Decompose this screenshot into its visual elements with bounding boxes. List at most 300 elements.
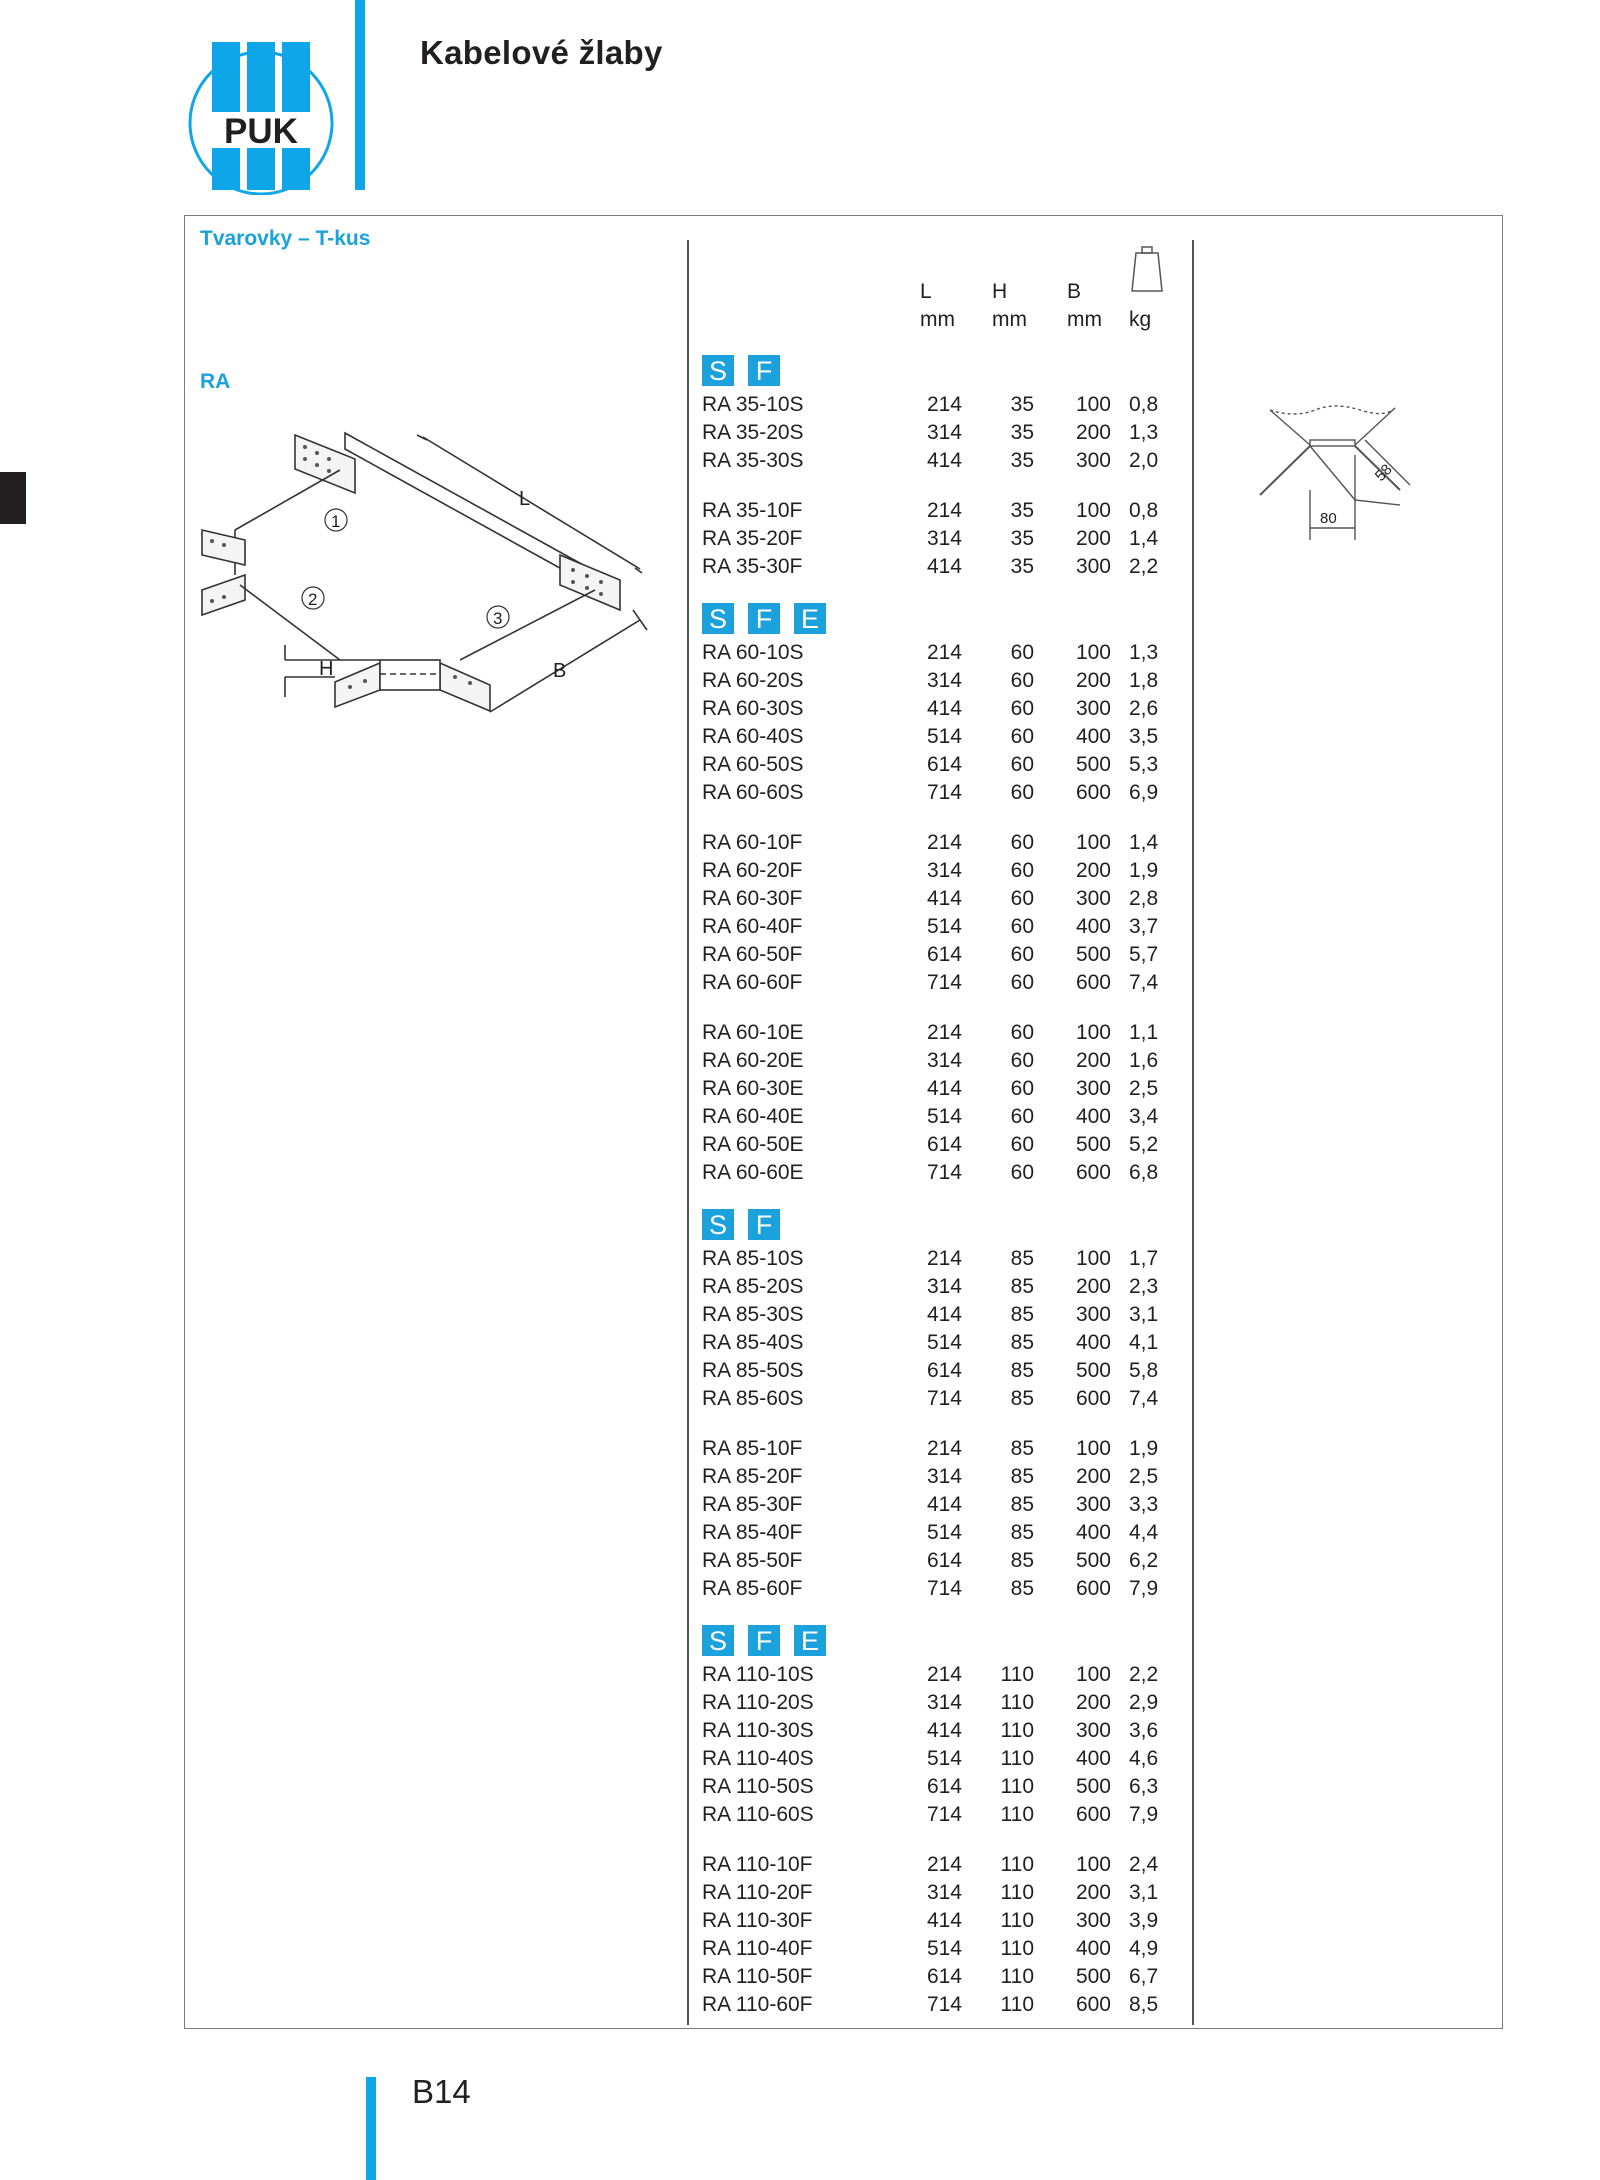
product-code: RA 85-60S [702, 1387, 804, 1410]
width-value: 300 [1075, 1077, 1111, 1100]
height-value: 85 [1010, 1275, 1034, 1298]
col-h-unit: mm [992, 308, 1027, 331]
length-value: 614 [926, 1549, 962, 1572]
table-row [702, 1075, 1182, 1103]
product-code: RA 110-50S [702, 1775, 814, 1798]
height-value: 85 [1010, 1493, 1034, 1516]
product-code: RA 60-10S [702, 641, 804, 664]
height-value: 60 [1010, 697, 1034, 720]
table-row [702, 1047, 1182, 1075]
weight-value: 2,2 [1129, 555, 1159, 578]
table-row [702, 1019, 1182, 1047]
width-value: 600 [1075, 1993, 1111, 2016]
weight-value: 4,6 [1129, 1747, 1159, 1770]
label-2: 2 [308, 590, 318, 609]
height-value: 60 [1010, 859, 1034, 882]
weight-value: 7,4 [1129, 971, 1159, 994]
height-value: 35 [1010, 393, 1034, 416]
weight-value: 4,4 [1129, 1521, 1159, 1544]
width-value: 500 [1075, 1775, 1111, 1798]
length-value: 714 [926, 1993, 962, 2016]
height-value: 85 [1010, 1437, 1034, 1460]
product-code: RA 60-30F [702, 887, 803, 910]
table-row [702, 1689, 1182, 1717]
length-value: 314 [926, 527, 962, 550]
width-value: 400 [1075, 1937, 1111, 1960]
width-value: 100 [1075, 1021, 1111, 1044]
weight-value: 3,1 [1129, 1881, 1159, 1904]
length-value: 314 [926, 1691, 962, 1714]
puk-logo [186, 37, 336, 195]
length-value: 214 [926, 831, 962, 854]
table-row [702, 419, 1182, 447]
label-3: 3 [493, 609, 503, 628]
height-value: 60 [1010, 669, 1034, 692]
length-value: 314 [926, 1881, 962, 1904]
width-value: 300 [1075, 1493, 1111, 1516]
material-badges [702, 1625, 826, 1655]
width-value: 500 [1075, 943, 1111, 966]
height-value: 85 [1010, 1303, 1034, 1326]
table-row [702, 639, 1182, 667]
height-value: 35 [1010, 499, 1034, 522]
length-value: 414 [926, 1303, 962, 1326]
table-row [702, 391, 1182, 419]
product-code: RA 85-20F [702, 1465, 803, 1488]
weight-value: 3,5 [1129, 725, 1159, 748]
product-code: RA 35-10S [702, 393, 804, 416]
width-value: 200 [1075, 1275, 1111, 1298]
table-row [702, 1385, 1182, 1413]
label-l: L [519, 488, 531, 510]
weight-value: 2,4 [1129, 1853, 1159, 1876]
logo-text: PUK [224, 112, 298, 151]
height-value: 35 [1010, 555, 1034, 578]
product-code: RA 35-20F [702, 527, 803, 550]
width-value: 300 [1075, 887, 1111, 910]
height-value: 110 [1000, 1663, 1034, 1686]
width-value: 400 [1075, 1105, 1111, 1128]
material-badge: E [794, 1625, 826, 1656]
width-value: 400 [1075, 1331, 1111, 1354]
width-value: 600 [1075, 1577, 1111, 1600]
product-code: RA 60-10E [702, 1021, 804, 1044]
product-code: RA 85-40S [702, 1331, 804, 1354]
height-value: 35 [1010, 527, 1034, 550]
height-value: 85 [1010, 1465, 1034, 1488]
length-value: 714 [926, 1161, 962, 1184]
width-value: 100 [1075, 1853, 1111, 1876]
height-value: 85 [1010, 1331, 1034, 1354]
product-code: RA 110-10F [702, 1853, 813, 1876]
weight-value: 1,3 [1129, 641, 1159, 664]
length-value: 714 [926, 1387, 962, 1410]
weight-value: 1,3 [1129, 421, 1159, 444]
width-value: 500 [1075, 753, 1111, 776]
weight-value: 1,1 [1129, 1021, 1159, 1044]
height-value: 60 [1010, 1133, 1034, 1156]
height-value: 110 [1000, 1853, 1034, 1876]
table-row [702, 1273, 1182, 1301]
weight-value: 3,9 [1129, 1909, 1159, 1932]
weight-value: 1,4 [1129, 831, 1159, 854]
col-l-unit: mm [920, 308, 955, 331]
column-divider-right [1192, 240, 1194, 2025]
weight-value: 6,9 [1129, 781, 1159, 804]
weight-value: 2,5 [1129, 1465, 1159, 1488]
length-value: 714 [926, 1803, 962, 1826]
width-value: 500 [1075, 1965, 1111, 1988]
product-code: RA 85-10F [702, 1437, 803, 1460]
width-value: 100 [1075, 1247, 1111, 1270]
product-code: RA 60-50E [702, 1133, 804, 1156]
height-value: 110 [1000, 1993, 1034, 2016]
table-row [702, 1907, 1182, 1935]
table-row [702, 723, 1182, 751]
table-row [702, 667, 1182, 695]
weight-value: 1,7 [1129, 1247, 1159, 1270]
height-value: 85 [1010, 1247, 1034, 1270]
table-row [702, 1245, 1182, 1273]
weight-icon [1130, 245, 1164, 295]
weight-value: 5,3 [1129, 753, 1159, 776]
length-value: 414 [926, 697, 962, 720]
width-value: 100 [1075, 831, 1111, 854]
height-value: 60 [1010, 887, 1034, 910]
material-badges [702, 1209, 780, 1239]
product-code: RA 110-40F [702, 1937, 813, 1960]
height-value: 60 [1010, 1021, 1034, 1044]
table-row [702, 1159, 1182, 1187]
product-code: RA 35-30F [702, 555, 803, 578]
product-code: RA 60-40S [702, 725, 804, 748]
product-code: RA 60-60S [702, 781, 804, 804]
weight-value: 5,8 [1129, 1359, 1159, 1382]
length-value: 614 [926, 1965, 962, 1988]
weight-value: 1,9 [1129, 1437, 1159, 1460]
table-row [702, 1301, 1182, 1329]
product-code: RA 60-20S [702, 669, 804, 692]
width-value: 600 [1075, 971, 1111, 994]
weight-value: 2,8 [1129, 887, 1159, 910]
material-badge: F [748, 355, 780, 386]
product-code: RA 110-20F [702, 1881, 813, 1904]
product-code: RA 85-50S [702, 1359, 804, 1382]
width-value: 400 [1075, 725, 1111, 748]
length-value: 514 [926, 1521, 962, 1544]
height-value: 60 [1010, 1105, 1034, 1128]
height-value: 60 [1010, 915, 1034, 938]
length-value: 314 [926, 1465, 962, 1488]
product-code: RA 110-50F [702, 1965, 813, 1988]
product-code: RA 110-10S [702, 1663, 814, 1686]
material-badges [702, 355, 780, 385]
table-row [702, 913, 1182, 941]
weight-value: 5,2 [1129, 1133, 1159, 1156]
product-code: RA 60-40E [702, 1105, 804, 1128]
page-title: Kabelové žlaby [420, 34, 663, 71]
table-row [702, 1329, 1182, 1357]
table-row [702, 1851, 1182, 1879]
weight-value: 3,3 [1129, 1493, 1159, 1516]
table-row [702, 1435, 1182, 1463]
width-value: 200 [1075, 421, 1111, 444]
table-row [702, 941, 1182, 969]
length-value: 414 [926, 449, 962, 472]
table-row [702, 1519, 1182, 1547]
width-value: 300 [1075, 1909, 1111, 1932]
width-value: 200 [1075, 1049, 1111, 1072]
height-value: 60 [1010, 1077, 1034, 1100]
product-code: RA 110-60S [702, 1803, 814, 1826]
weight-value: 1,6 [1129, 1049, 1159, 1072]
weight-value: 3,4 [1129, 1105, 1159, 1128]
label-b: B [553, 660, 567, 682]
column-divider-left [687, 240, 689, 2025]
product-code: RA 35-30S [702, 449, 804, 472]
length-value: 714 [926, 781, 962, 804]
width-value: 600 [1075, 1387, 1111, 1410]
height-value: 60 [1010, 725, 1034, 748]
material-badge: F [748, 1209, 780, 1240]
table-row [702, 1661, 1182, 1689]
product-code: RA 85-10S [702, 1247, 804, 1270]
height-value: 110 [1000, 1691, 1034, 1714]
weight-value: 6,2 [1129, 1549, 1159, 1572]
material-badge: S [702, 1209, 734, 1240]
length-value: 514 [926, 915, 962, 938]
width-value: 500 [1075, 1359, 1111, 1382]
length-value: 314 [926, 421, 962, 444]
weight-value: 2,9 [1129, 1691, 1159, 1714]
length-value: 414 [926, 887, 962, 910]
material-badge: S [702, 603, 734, 634]
width-value: 200 [1075, 1691, 1111, 1714]
product-code: RA 85-30F [702, 1493, 803, 1516]
table-row [702, 1717, 1182, 1745]
table-row [702, 497, 1182, 525]
weight-value: 4,1 [1129, 1331, 1159, 1354]
table-row [702, 695, 1182, 723]
weight-value: 7,9 [1129, 1577, 1159, 1600]
label-1: 1 [331, 512, 341, 531]
width-value: 400 [1075, 915, 1111, 938]
width-value: 600 [1075, 781, 1111, 804]
product-code: RA 60-50F [702, 943, 803, 966]
product-code: RA 85-50F [702, 1549, 803, 1572]
length-value: 614 [926, 753, 962, 776]
height-value: 110 [1000, 1965, 1034, 1988]
table-row [702, 1773, 1182, 1801]
table-row [702, 1963, 1182, 1991]
height-value: 60 [1010, 943, 1034, 966]
length-value: 314 [926, 1049, 962, 1072]
width-value: 400 [1075, 1747, 1111, 1770]
product-code-title: RA [200, 370, 231, 393]
height-value: 110 [1000, 1937, 1034, 1960]
width-value: 100 [1075, 1437, 1111, 1460]
length-value: 214 [926, 1853, 962, 1876]
length-value: 614 [926, 1775, 962, 1798]
height-value: 60 [1010, 753, 1034, 776]
weight-value: 0,8 [1129, 393, 1159, 416]
table-row [702, 1745, 1182, 1773]
product-code: RA 60-60E [702, 1161, 804, 1184]
table-row [702, 1879, 1182, 1907]
width-value: 200 [1075, 527, 1111, 550]
width-value: 200 [1075, 669, 1111, 692]
weight-value: 6,7 [1129, 1965, 1159, 1988]
col-b-unit: mm [1067, 308, 1102, 331]
product-code: RA 60-60F [702, 971, 803, 994]
length-value: 614 [926, 1133, 962, 1156]
table-row [702, 1103, 1182, 1131]
detail-label-58: 58 [1371, 461, 1396, 485]
length-value: 514 [926, 1105, 962, 1128]
length-value: 414 [926, 555, 962, 578]
table-row [702, 1491, 1182, 1519]
height-value: 85 [1010, 1577, 1034, 1600]
height-value: 110 [1000, 1881, 1034, 1904]
height-value: 60 [1010, 781, 1034, 804]
length-value: 414 [926, 1077, 962, 1100]
height-value: 110 [1000, 1909, 1034, 1932]
table-row [702, 857, 1182, 885]
width-value: 400 [1075, 1521, 1111, 1544]
product-code: RA 60-50S [702, 753, 804, 776]
width-value: 200 [1075, 1465, 1111, 1488]
material-badge: F [748, 603, 780, 634]
table-row [702, 1463, 1182, 1491]
weight-value: 3,1 [1129, 1303, 1159, 1326]
length-value: 214 [926, 641, 962, 664]
width-value: 300 [1075, 697, 1111, 720]
height-value: 35 [1010, 449, 1034, 472]
length-value: 214 [926, 1247, 962, 1270]
table-row [702, 553, 1182, 581]
table-row [702, 1575, 1182, 1603]
product-code: RA 110-40S [702, 1747, 814, 1770]
table-row [702, 969, 1182, 997]
length-value: 614 [926, 943, 962, 966]
length-value: 414 [926, 1493, 962, 1516]
width-value: 300 [1075, 555, 1111, 578]
height-value: 60 [1010, 831, 1034, 854]
col-kg-unit: kg [1129, 308, 1152, 331]
label-h: H [319, 658, 334, 680]
product-code: RA 110-20S [702, 1691, 814, 1714]
col-b: B [1067, 280, 1082, 303]
length-value: 514 [926, 1937, 962, 1960]
height-value: 85 [1010, 1387, 1034, 1410]
weight-value: 7,4 [1129, 1387, 1159, 1410]
width-value: 100 [1075, 499, 1111, 522]
table-row [702, 1547, 1182, 1575]
length-value: 214 [926, 393, 962, 416]
length-value: 314 [926, 669, 962, 692]
weight-value: 6,3 [1129, 1775, 1159, 1798]
length-value: 214 [926, 1021, 962, 1044]
table-row [702, 1131, 1182, 1159]
length-value: 414 [926, 1719, 962, 1742]
weight-value: 2,3 [1129, 1275, 1159, 1298]
height-value: 60 [1010, 1049, 1034, 1072]
table-row [702, 1991, 1182, 2019]
header-accent-bar [355, 0, 365, 190]
page-number: B14 [412, 2073, 471, 2110]
product-code: RA 60-10F [702, 831, 803, 854]
material-badge: E [794, 603, 826, 634]
weight-value: 2,5 [1129, 1077, 1159, 1100]
weight-value: 6,8 [1129, 1161, 1159, 1184]
width-value: 500 [1075, 1133, 1111, 1156]
weight-value: 1,4 [1129, 527, 1159, 550]
height-value: 85 [1010, 1549, 1034, 1572]
length-value: 514 [926, 1331, 962, 1354]
height-value: 85 [1010, 1521, 1034, 1544]
product-code: RA 60-40F [702, 915, 803, 938]
table-row [702, 447, 1182, 475]
height-value: 110 [1000, 1803, 1034, 1826]
material-badges [702, 603, 826, 633]
weight-value: 8,5 [1129, 1993, 1159, 2016]
width-value: 500 [1075, 1549, 1111, 1572]
length-value: 714 [926, 971, 962, 994]
product-code: RA 60-30E [702, 1077, 804, 1100]
product-code: RA 35-20S [702, 421, 804, 444]
width-value: 600 [1075, 1161, 1111, 1184]
table-row [702, 1801, 1182, 1829]
table-row [702, 829, 1182, 857]
length-value: 214 [926, 499, 962, 522]
weight-value: 7,9 [1129, 1803, 1159, 1826]
width-value: 200 [1075, 1881, 1111, 1904]
t-piece-drawing [195, 415, 665, 735]
col-l: L [920, 280, 932, 303]
width-value: 300 [1075, 1719, 1111, 1742]
table-header [702, 280, 1182, 340]
length-value: 414 [926, 1909, 962, 1932]
length-value: 714 [926, 1577, 962, 1600]
length-value: 314 [926, 859, 962, 882]
product-code: RA 85-60F [702, 1577, 803, 1600]
weight-value: 1,9 [1129, 859, 1159, 882]
width-value: 100 [1075, 1663, 1111, 1686]
table-row [702, 525, 1182, 553]
width-value: 300 [1075, 449, 1111, 472]
detail-label-80: 80 [1320, 510, 1337, 527]
product-code: RA 35-10F [702, 499, 803, 522]
side-tab-marker [0, 472, 26, 524]
height-value: 35 [1010, 421, 1034, 444]
width-value: 100 [1075, 641, 1111, 664]
product-code: RA 110-60F [702, 1993, 813, 2016]
length-value: 214 [926, 1437, 962, 1460]
product-code: RA 85-30S [702, 1303, 804, 1326]
length-value: 314 [926, 1275, 962, 1298]
material-badge: S [702, 355, 734, 386]
weight-value: 2,2 [1129, 1663, 1159, 1686]
length-value: 614 [926, 1359, 962, 1382]
width-value: 300 [1075, 1303, 1111, 1326]
table-row [702, 751, 1182, 779]
weight-value: 4,9 [1129, 1937, 1159, 1960]
weight-value: 0,8 [1129, 499, 1159, 522]
table-row [702, 1935, 1182, 1963]
height-value: 60 [1010, 1161, 1034, 1184]
product-code: RA 110-30S [702, 1719, 814, 1742]
footer-accent-bar [366, 2077, 376, 2180]
